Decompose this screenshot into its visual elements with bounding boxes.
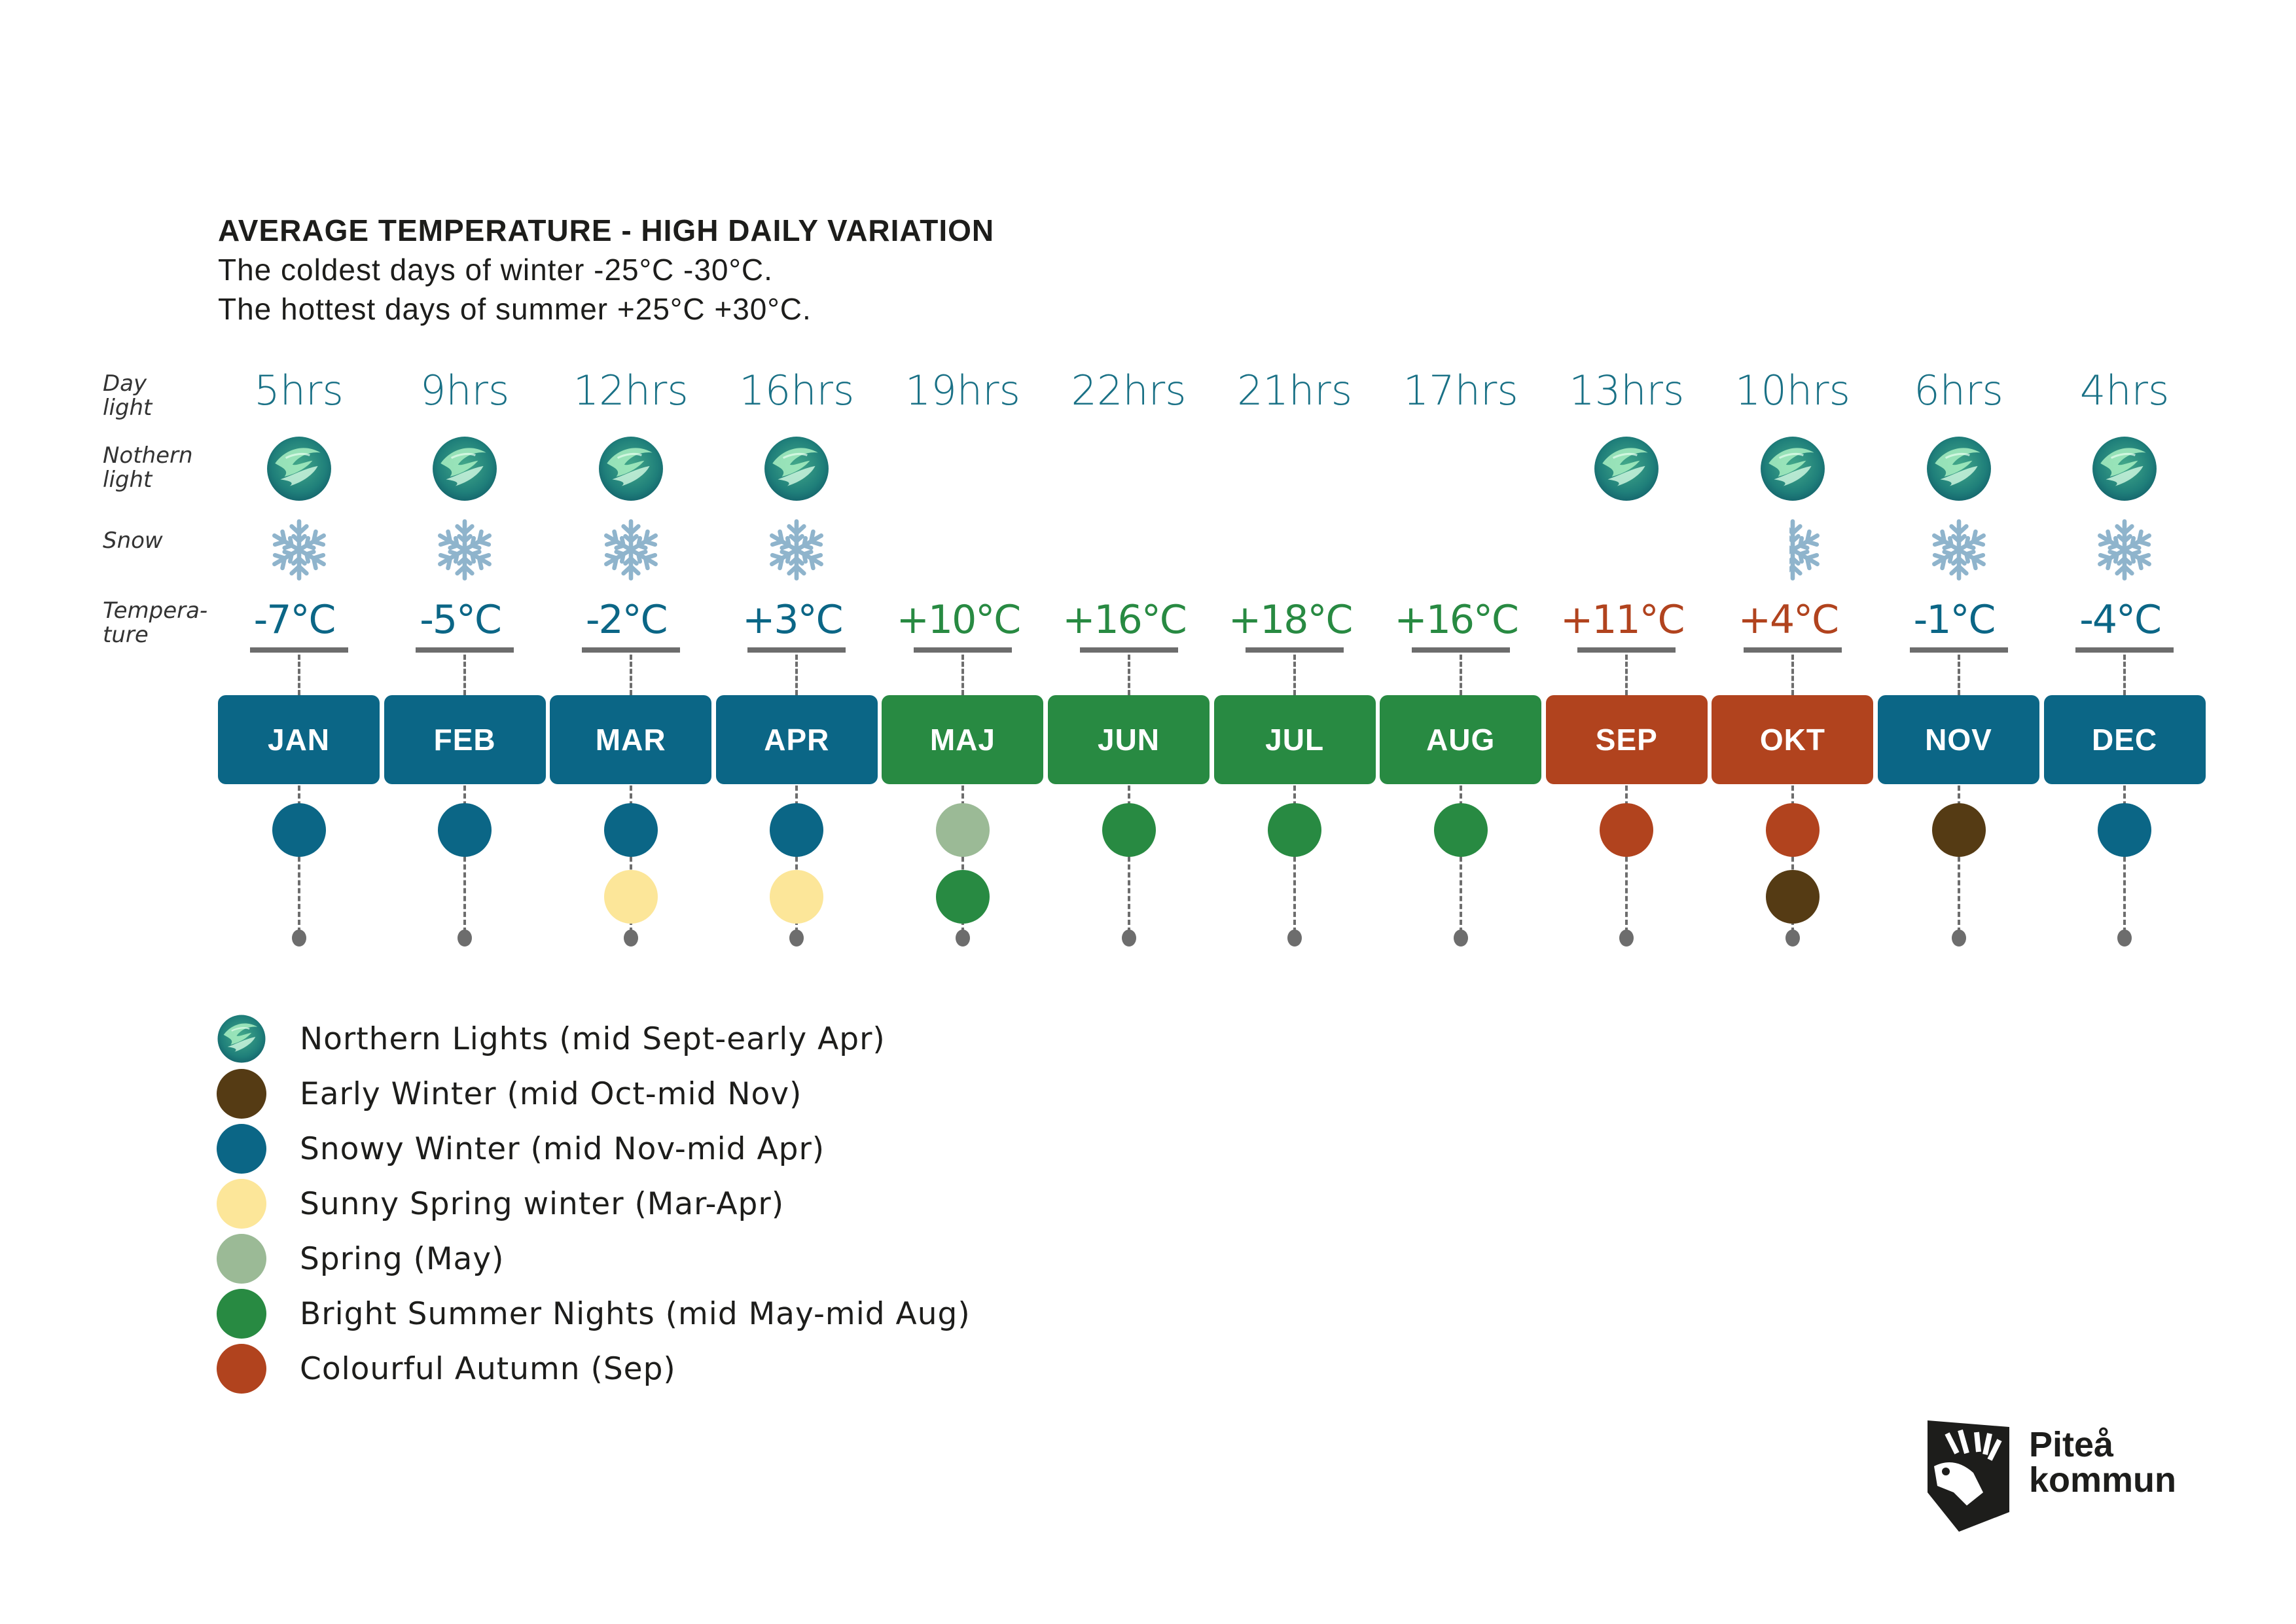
timeline-end-dot-mar xyxy=(624,929,638,947)
season-dot-apr-2 xyxy=(770,870,823,924)
snow-icon-mar xyxy=(600,516,662,584)
daylight-jul: 21hrs xyxy=(1237,367,1353,414)
logo-text-line-1: Piteå xyxy=(2029,1425,2114,1464)
snow-icon-apr xyxy=(765,516,828,584)
connector-top-apr xyxy=(795,655,798,695)
snowflake-icon xyxy=(268,516,331,584)
daylight-aug: 17hrs xyxy=(1403,367,1518,414)
legend xyxy=(217,1011,971,1396)
season-dot-apr-1 xyxy=(770,803,823,857)
season-dot-maj-2 xyxy=(936,870,990,924)
snow-icon-okt xyxy=(1761,516,1824,584)
season-dot-mar-2 xyxy=(604,870,658,924)
temperature-underline-maj xyxy=(914,647,1012,653)
connector-top-jan xyxy=(298,655,300,695)
timeline-end-dot-okt xyxy=(1785,929,1800,947)
connector-top-dec xyxy=(2123,655,2126,695)
temperature-apr: +3°C xyxy=(742,597,842,643)
daylight-mar: 12hrs xyxy=(573,367,689,414)
snow-icon-feb xyxy=(433,516,496,584)
legend-label: Sunny Spring winter (Mar-Apr) xyxy=(300,1185,785,1222)
northern-light-icon-jan xyxy=(266,435,332,502)
month-box-dec: DEC xyxy=(2044,695,2206,784)
temperature-underline-feb xyxy=(416,647,514,653)
temperature-feb: -5°C xyxy=(420,597,501,643)
legend-label: Bright Summer Nights (mid May-mid Aug) xyxy=(300,1295,971,1332)
daylight-okt: 10hrs xyxy=(1734,367,1850,414)
snowflake-icon xyxy=(765,516,828,584)
temperature-underline-jul xyxy=(1246,647,1344,653)
snowflake-icon xyxy=(600,516,662,584)
legend-swatch xyxy=(217,1124,266,1174)
snow-icon-dec xyxy=(2093,516,2156,584)
snowflake-icon xyxy=(433,516,496,584)
subtitle-line-1: The coldest days of winter -25°C -30°C. xyxy=(218,253,773,287)
season-dot-sep-1 xyxy=(1600,803,1653,857)
month-box-sep: SEP xyxy=(1546,695,1708,784)
row-label-temperature: Tempera- ture xyxy=(103,598,208,648)
season-dot-dec-1 xyxy=(2098,803,2151,857)
season-dot-mar-1 xyxy=(604,803,658,857)
temperature-sep: +11°C xyxy=(1560,597,1684,643)
northern-light-icon-okt xyxy=(1759,435,1826,502)
legend-label: Northern Lights (mid Sept-early Apr) xyxy=(300,1020,886,1057)
temperature-underline-jun xyxy=(1080,647,1178,653)
legend-label: Spring (May) xyxy=(300,1240,505,1277)
temperature-maj: +10°C xyxy=(896,597,1020,643)
month-box-jun: JUN xyxy=(1048,695,1210,784)
month-box-okt: OKT xyxy=(1712,695,1873,784)
temperature-okt: +4°C xyxy=(1738,597,1839,643)
legend-item-northern-lights xyxy=(217,1011,971,1066)
timeline-end-dot-nov xyxy=(1952,929,1966,947)
daylight-maj: 19hrs xyxy=(905,367,1020,414)
daylight-nov: 6hrs xyxy=(1914,367,2003,414)
month-box-jul: JUL xyxy=(1214,695,1376,784)
pitea-kommun-logo xyxy=(1921,1414,2196,1532)
legend-label: Snowy Winter (mid Nov-mid Apr) xyxy=(300,1130,825,1167)
timeline-end-dot-apr xyxy=(789,929,804,947)
season-dot-jan-1 xyxy=(272,803,326,857)
temperature-nov: -1°C xyxy=(1913,597,1995,643)
legend-item-sunny-spring xyxy=(217,1176,971,1231)
timeline-end-dot-jan xyxy=(292,929,306,947)
legend-swatch xyxy=(217,1069,266,1119)
temperature-underline-jan xyxy=(250,647,348,653)
daylight-sep: 13hrs xyxy=(1569,367,1685,414)
reindeer-logo-icon xyxy=(1921,1414,2013,1532)
row-label-daylight: Day light xyxy=(103,370,152,421)
temperature-underline-mar xyxy=(582,647,680,653)
snowflake-icon xyxy=(1928,516,1990,584)
connector-top-sep xyxy=(1625,655,1628,695)
connector-top-jun xyxy=(1128,655,1130,695)
connector-top-feb xyxy=(463,655,466,695)
temperature-underline-okt xyxy=(1744,647,1842,653)
month-box-aug: AUG xyxy=(1380,695,1541,784)
connector-top-maj xyxy=(961,655,964,695)
snowflake-icon xyxy=(2093,516,2156,584)
legend-label: Early Winter (mid Oct-mid Nov) xyxy=(300,1075,802,1112)
logo-text-line-2: kommun xyxy=(2029,1460,2177,1500)
connector-top-aug xyxy=(1460,655,1462,695)
snow-icon-jan xyxy=(268,516,331,584)
month-box-feb: FEB xyxy=(384,695,546,784)
daylight-feb: 9hrs xyxy=(420,367,510,414)
temperature-dec: -4°C xyxy=(2079,597,2161,643)
month-box-apr: APR xyxy=(716,695,878,784)
timeline-end-dot-feb xyxy=(457,929,472,947)
temperature-underline-aug xyxy=(1412,647,1510,653)
temperature-underline-nov xyxy=(1910,647,2008,653)
snow-icon-nov xyxy=(1928,516,1990,584)
connector-top-mar xyxy=(630,655,632,695)
temperature-jul: +18°C xyxy=(1228,597,1352,643)
row-label-northern-light: Nothern light xyxy=(103,442,193,493)
timeline-end-dot-jun xyxy=(1122,929,1136,947)
snowflake-icon xyxy=(1761,516,1824,584)
timeline-end-dot-sep xyxy=(1619,929,1634,947)
season-dot-okt-1 xyxy=(1766,803,1820,857)
temperature-underline-sep xyxy=(1577,647,1676,653)
daylight-jan: 5hrs xyxy=(254,367,344,414)
daylight-jun: 22hrs xyxy=(1071,367,1187,414)
connector-top-okt xyxy=(1791,655,1794,695)
legend-item-early-winter xyxy=(217,1066,971,1121)
temperature-underline-apr xyxy=(747,647,846,653)
temperature-mar: -2°C xyxy=(585,597,667,643)
season-dot-nov-1 xyxy=(1932,803,1986,857)
northern-light-icon-apr xyxy=(763,435,830,502)
season-dot-feb-1 xyxy=(438,803,492,857)
legend-item-snowy-winter xyxy=(217,1121,971,1176)
season-dot-okt-2 xyxy=(1766,870,1820,924)
daylight-dec: 4hrs xyxy=(2079,367,2170,414)
season-dot-jul-1 xyxy=(1268,803,1321,857)
legend-swatch xyxy=(217,1289,266,1339)
northern-light-icon-sep xyxy=(1593,435,1660,502)
month-box-mar: MAR xyxy=(550,695,711,784)
legend-item-spring xyxy=(217,1231,971,1286)
legend-item-summer xyxy=(217,1286,971,1341)
temperature-underline-dec xyxy=(2075,647,2174,653)
header xyxy=(218,211,994,329)
northern-light-icon-nov xyxy=(1926,435,1992,502)
northern-light-icon-dec xyxy=(2091,435,2158,502)
legend-label: Colourful Autumn (Sep) xyxy=(300,1350,676,1387)
legend-swatch xyxy=(217,1344,266,1394)
page-title: AVERAGE TEMPERATURE - HIGH DAILY VARIATION xyxy=(218,213,995,247)
temperature-jan: -7°C xyxy=(253,597,335,643)
legend-item-autumn xyxy=(217,1341,971,1396)
season-dot-aug-1 xyxy=(1434,803,1488,857)
timeline-end-dot-aug xyxy=(1454,929,1468,947)
timeline-end-dot-dec xyxy=(2117,929,2132,947)
northern-light-icon-mar xyxy=(598,435,664,502)
legend-swatch xyxy=(217,1234,266,1284)
subtitle-line-2: The hottest days of summer +25°C +30°C. xyxy=(218,292,812,326)
northern-light-icon-feb xyxy=(431,435,498,502)
temperature-aug: +16°C xyxy=(1394,597,1518,643)
timeline-end-dot-maj xyxy=(956,929,970,947)
temperature-jun: +16°C xyxy=(1062,597,1186,643)
row-label-snow: Snow xyxy=(103,528,163,554)
legend-aurora-icon xyxy=(217,1014,266,1064)
legend-swatch xyxy=(217,1179,266,1229)
daylight-apr: 16hrs xyxy=(739,367,855,414)
connector-top-nov xyxy=(1958,655,1960,695)
season-dot-maj-1 xyxy=(936,803,990,857)
month-box-maj: MAJ xyxy=(882,695,1043,784)
season-dot-jun-1 xyxy=(1102,803,1156,857)
month-box-jan: JAN xyxy=(218,695,380,784)
timeline-end-dot-jul xyxy=(1287,929,1302,947)
connector-top-jul xyxy=(1293,655,1296,695)
month-box-nov: NOV xyxy=(1878,695,2039,784)
